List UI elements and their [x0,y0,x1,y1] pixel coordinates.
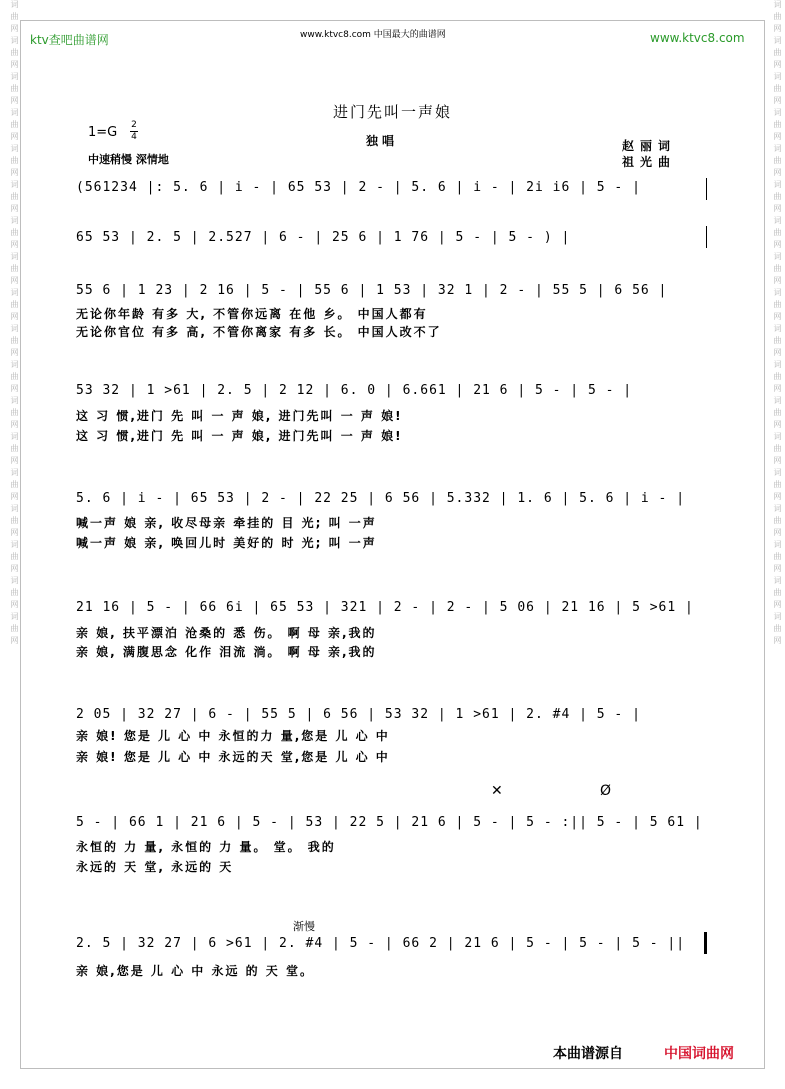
score-row-1: (561234 |: 5. 6 | i - | 65 53 | 2 - | 5. 6 | i - | 2i i6 | 5 - | [76,180,641,195]
watermark-left: 词曲网词曲网词曲网词曲网词曲网词曲网词曲网词曲网词曲网词曲网词曲网词曲网词曲网词曲网词曲网词曲网词曲网词曲网 [10,0,19,648]
tempo-marking: 中速稍慢 深情地 [88,153,169,166]
lyricist-credit: 赵丽词 [622,139,677,153]
lyrics-row-5-verse-2: 喊一声 娘 亲, 唤回儿时 美好的 时 光; 叫 一声 [76,536,377,550]
lyrics-row-6-verse-2: 亲 娘, 满腹思念 化作 泪流 淌。 啊 母 亲,我的 [76,645,377,659]
score-row-6: 21 16 | 5 - | 66 6i | 65 53 | 321 | 2 - | 2 - | 5 06 | 21 16 | 5 >61 | [76,600,694,615]
coda-o-mark: Ø [600,783,612,799]
score-row-7: 2 05 | 32 27 | 6 - | 55 5 | 6 56 | 53 32 | 1 >61 | 2. #4 | 5 - | [76,707,641,722]
lyrics-row-8-verse-1: 永恒的 力 量, 永恒的 力 量。 堂。 我的 [76,840,336,854]
ritardando-mark: 渐慢 [293,920,315,933]
score-row-4: 53 32 | 1 >61 | 2. 5 | 2 12 | 6. 0 | 6.661 | 21 6 | 5 - | 5 - | [76,383,633,398]
lyrics-row-9-verse-1: 亲 娘,您是 儿 心 中 永远 的 天 堂。 [76,964,314,978]
lyrics-row-7-verse-1: 亲 娘! 您是 儿 心 中 永恒的力 量,您是 儿 心 中 [76,729,390,743]
meter-top: 2 [131,120,137,130]
score-row-8: 5 - | 66 1 | 21 6 | 5 - | 53 | 22 5 | 21 6 | 5 - | 5 - :|| 5 - | 5 61 | [76,815,703,830]
score-row-3: 55 6 | 1 23 | 2 16 | 5 - | 55 6 | 1 53 | 32 1 | 2 - | 55 5 | 6 56 | [76,283,668,298]
footer-source-link[interactable]: 中国词曲网 [664,1046,734,1062]
lyrics-row-3-verse-1: 无论你年龄 有多 大, 不管你远离 在他 乡。 中国人都有 [76,307,428,321]
composer-credit: 祖光曲 [622,155,677,169]
performance-type: 独唱 [366,134,399,148]
coda-cross-mark: ✕ [491,783,503,799]
time-signature [130,121,138,142]
meter-bottom: 4 [131,132,137,142]
score-row-2: 65 53 | 2. 5 | 2.527 | 6 - | 25 6 | 1 76 | 5 - | 5 - ) | [76,230,571,245]
footer-source-label: 本曲谱源自 [553,1046,623,1062]
lyrics-row-4-verse-2: 这 习 惯,进门 先 叫 一 声 娘, 进门先叫 一 声 娘! [76,429,403,443]
lyrics-row-7-verse-2: 亲 娘! 您是 儿 心 中 永远的天 堂,您是 儿 心 中 [76,750,390,764]
lyrics-row-4-verse-1: 这 习 惯,进门 先 叫 一 声 娘, 进门先叫 一 声 娘! [76,409,403,423]
watermark-right: 词曲网词曲网词曲网词曲网词曲网词曲网词曲网词曲网词曲网词曲网词曲网词曲网词曲网词曲网词曲网词曲网词曲网词曲网 [773,0,782,648]
lyrics-row-8-verse-2: 永远的 天 堂, 永远的 天 [76,860,234,874]
lyrics-row-3-verse-2: 无论你官位 有多 高, 不管你离家 有多 长。 中国人改不了 [76,325,442,339]
header-site-name[interactable]: ktv查吧曲谱网 [30,33,109,47]
header-site-url[interactable]: www.ktvc8.com [650,31,745,45]
score-row-9: 2. 5 | 32 27 | 6 >61 | 2. #4 | 5 - | 66 2 | 21 6 | 5 - | 5 - | 5 - || [76,936,686,951]
key-signature: 1=G [88,125,118,140]
score-row-5: 5. 6 | i - | 65 53 | 2 - | 22 25 | 6 56 | 5.332 | 1. 6 | 5. 6 | i - | [76,491,686,506]
lyrics-row-6-verse-1: 亲 娘, 扶平漂泊 沧桑的 悉 伤。 啊 母 亲,我的 [76,626,377,640]
lyrics-row-5-verse-1: 喊一声 娘 亲, 收尽母亲 牵挂的 目 光; 叫 一声 [76,516,377,530]
song-title: 进门先叫一声娘 [332,103,452,121]
header-tagline: www.ktvc8.com 中国最大的曲谱网 [300,30,446,40]
